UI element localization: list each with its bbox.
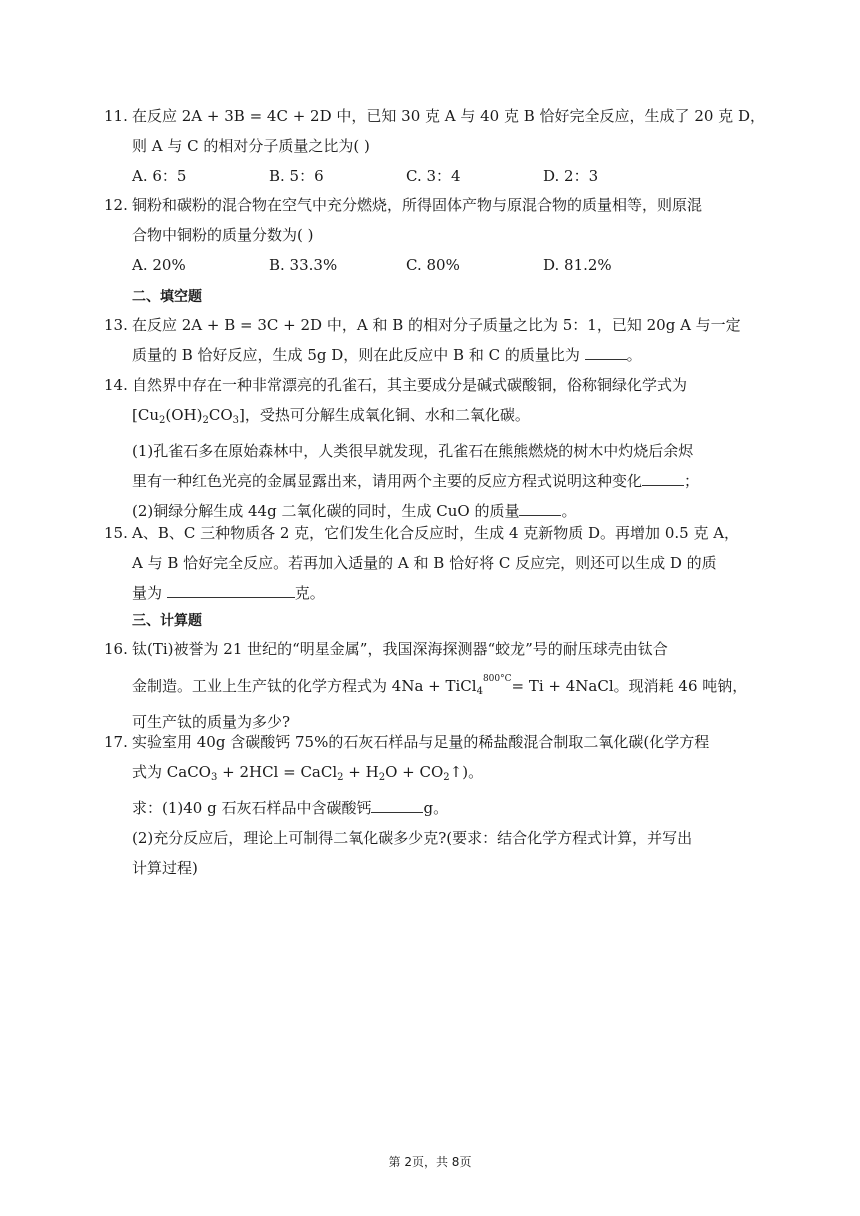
- formula-subscript: 2: [443, 772, 450, 783]
- section-heading-calculation: 三、计算题: [132, 613, 202, 629]
- sub-question-1-cont: [132, 466, 732, 496]
- equation-part: O + CO: [385, 763, 444, 781]
- formula-subscript: 3: [232, 415, 239, 426]
- equation-part: ↑)。: [449, 763, 484, 781]
- question-12: [104, 190, 732, 280]
- section-heading-fill-in: 二、填空题: [132, 289, 202, 305]
- question-text: 合物中铜粉的质量分数为( ): [132, 226, 314, 244]
- formula-subscript: 3: [210, 772, 218, 783]
- question-17: [104, 727, 732, 883]
- question-13: [104, 310, 741, 370]
- equation-part: 式为 CaCO: [132, 763, 211, 781]
- answer-blank[interactable]: [585, 343, 627, 360]
- option-d[interactable]: D. 81.2%: [543, 256, 612, 274]
- equation-part: = Ti + 4NaCl。现消耗 46 吨钠，: [511, 677, 748, 695]
- question-number: 13.: [104, 316, 128, 334]
- question-text: 里有一种红色光亮的金属显露出来，请用两个主要的反应方程式说明这种变化: [132, 472, 643, 490]
- sub-question-2: (2)充分反应后，理论上可制得二氧化碳多少克?(要求：结合化学方程式计算，并写出: [132, 829, 693, 847]
- question-text-equation: [132, 757, 732, 793]
- formula-subscript: 4: [476, 686, 483, 697]
- question-text: 量为: [132, 584, 163, 602]
- answer-options: [132, 161, 732, 191]
- option-b[interactable]: B. 33.3%: [269, 256, 338, 274]
- answer-blank[interactable]: [519, 499, 561, 516]
- formula-part: (OH): [165, 406, 203, 424]
- question-16: [104, 634, 748, 737]
- sub-question-1: (1)孔雀石多在原始森林中，人类很早就发现，孔雀石在熊熊燃烧的树木中灼烧后余烬: [132, 442, 694, 460]
- question-number: 14.: [104, 376, 128, 394]
- question-11: [104, 101, 765, 191]
- answer-blank[interactable]: [371, 796, 423, 813]
- question-text: 。: [626, 346, 642, 364]
- question-text-equation: [132, 664, 748, 707]
- question-text: A、B、C 三种物质各 2 克，它们发生化合反应时，生成 4 克新物质 D。再增加 0.5 克 A，: [132, 524, 740, 542]
- question-14: [104, 370, 732, 526]
- question-text: ；: [684, 472, 700, 490]
- formula-subscript: 2: [378, 772, 386, 783]
- question-text: 实验室用 40g 含碳酸钙 75%的石灰石样品与足量的稀盐酸混合制取二氧化碳(化学方程: [132, 733, 710, 751]
- formula-part: CO: [208, 406, 233, 424]
- question-number: 11.: [104, 107, 128, 125]
- question-text: 。: [561, 502, 577, 520]
- question-number: 17.: [104, 733, 128, 751]
- question-text-with-blank: [132, 578, 732, 608]
- question-text: g。: [423, 799, 449, 817]
- answer-options: [132, 250, 732, 280]
- question-text: 自然界中存在一种非常漂亮的孔雀石，其主要成分是碱式碳酸铜，俗称铜绿化学式为: [132, 376, 688, 394]
- question-15: [104, 518, 740, 608]
- question-text: 钛(Ti)被誉为 21 世纪的“明星金属”，我国深海探测器“蛟龙”号的耐压球壳由钛合: [132, 640, 668, 658]
- option-a[interactable]: A. 6：5: [132, 167, 187, 185]
- option-c[interactable]: C. 80%: [406, 256, 460, 274]
- equation-part: + H: [343, 763, 379, 781]
- sub-question-2-cont: 计算过程): [132, 859, 198, 877]
- formula-part: [Cu: [132, 406, 159, 424]
- question-text: ]，受热可分解生成氧化铜、水和二氧化碳。: [239, 406, 530, 424]
- question-text-with-blank: [132, 340, 732, 370]
- question-number: 15.: [104, 524, 128, 542]
- question-text: 可生产钛的质量为多少?: [132, 713, 291, 731]
- equation-part: 金制造。工业上生产钛的化学方程式为 4Na + TiCl: [132, 677, 477, 695]
- page-footer: 第 2页，共 8页: [388, 1155, 472, 1169]
- option-b[interactable]: B. 5：6: [269, 167, 324, 185]
- option-a[interactable]: A. 20%: [132, 256, 186, 274]
- answer-blank[interactable]: [642, 469, 684, 486]
- answer-blank[interactable]: [167, 581, 295, 598]
- question-number: 16.: [104, 640, 128, 658]
- formula-subscript: 2: [202, 415, 209, 426]
- formula-subscript: 2: [159, 415, 166, 426]
- question-number: 12.: [104, 196, 128, 214]
- question-text: 质量的 B 恰好反应，生成 5g D，则在此反应中 B 和 C 的质量比为: [132, 346, 580, 364]
- question-text: 则 A 与 C 的相对分子质量之比为( ): [132, 137, 370, 155]
- option-c[interactable]: C. 3：4: [406, 167, 461, 185]
- question-text: 铜粉和碳粉的混合物在空气中充分燃烧，所得固体产物与原混合物的质量相等，则原混: [132, 196, 703, 214]
- question-text: 在反应 2A + B = 3C + 2D 中，A 和 B 的相对分子质量之比为 5：1，已知 20g A 与一定: [132, 316, 741, 334]
- formula-subscript: 2: [337, 772, 344, 783]
- reaction-condition: 800°C: [482, 674, 512, 684]
- question-text: (2)铜绿分解生成 44g 二氧化碳的同时，生成 CuO 的质量: [132, 502, 520, 520]
- equation-part: + 2HCl = CaCl: [217, 763, 338, 781]
- question-text: 求：(1)40 g 石灰石样品中含碳酸钙: [132, 799, 372, 817]
- option-d[interactable]: D. 2：3: [543, 167, 599, 185]
- question-text: A 与 B 恰好完全反应。若再加入适量的 A 和 B 恰好将 C 反应完，则还可以生成 D 的质: [132, 554, 717, 572]
- sub-question-1: [132, 793, 732, 823]
- question-text: 克。: [294, 584, 325, 602]
- question-text: 在反应 2A + 3B = 4C + 2D 中，已知 30 克 A 与 40 克 B 恰好完全反应，生成了 20 克 D，: [132, 107, 765, 125]
- question-text-formula: [132, 400, 732, 436]
